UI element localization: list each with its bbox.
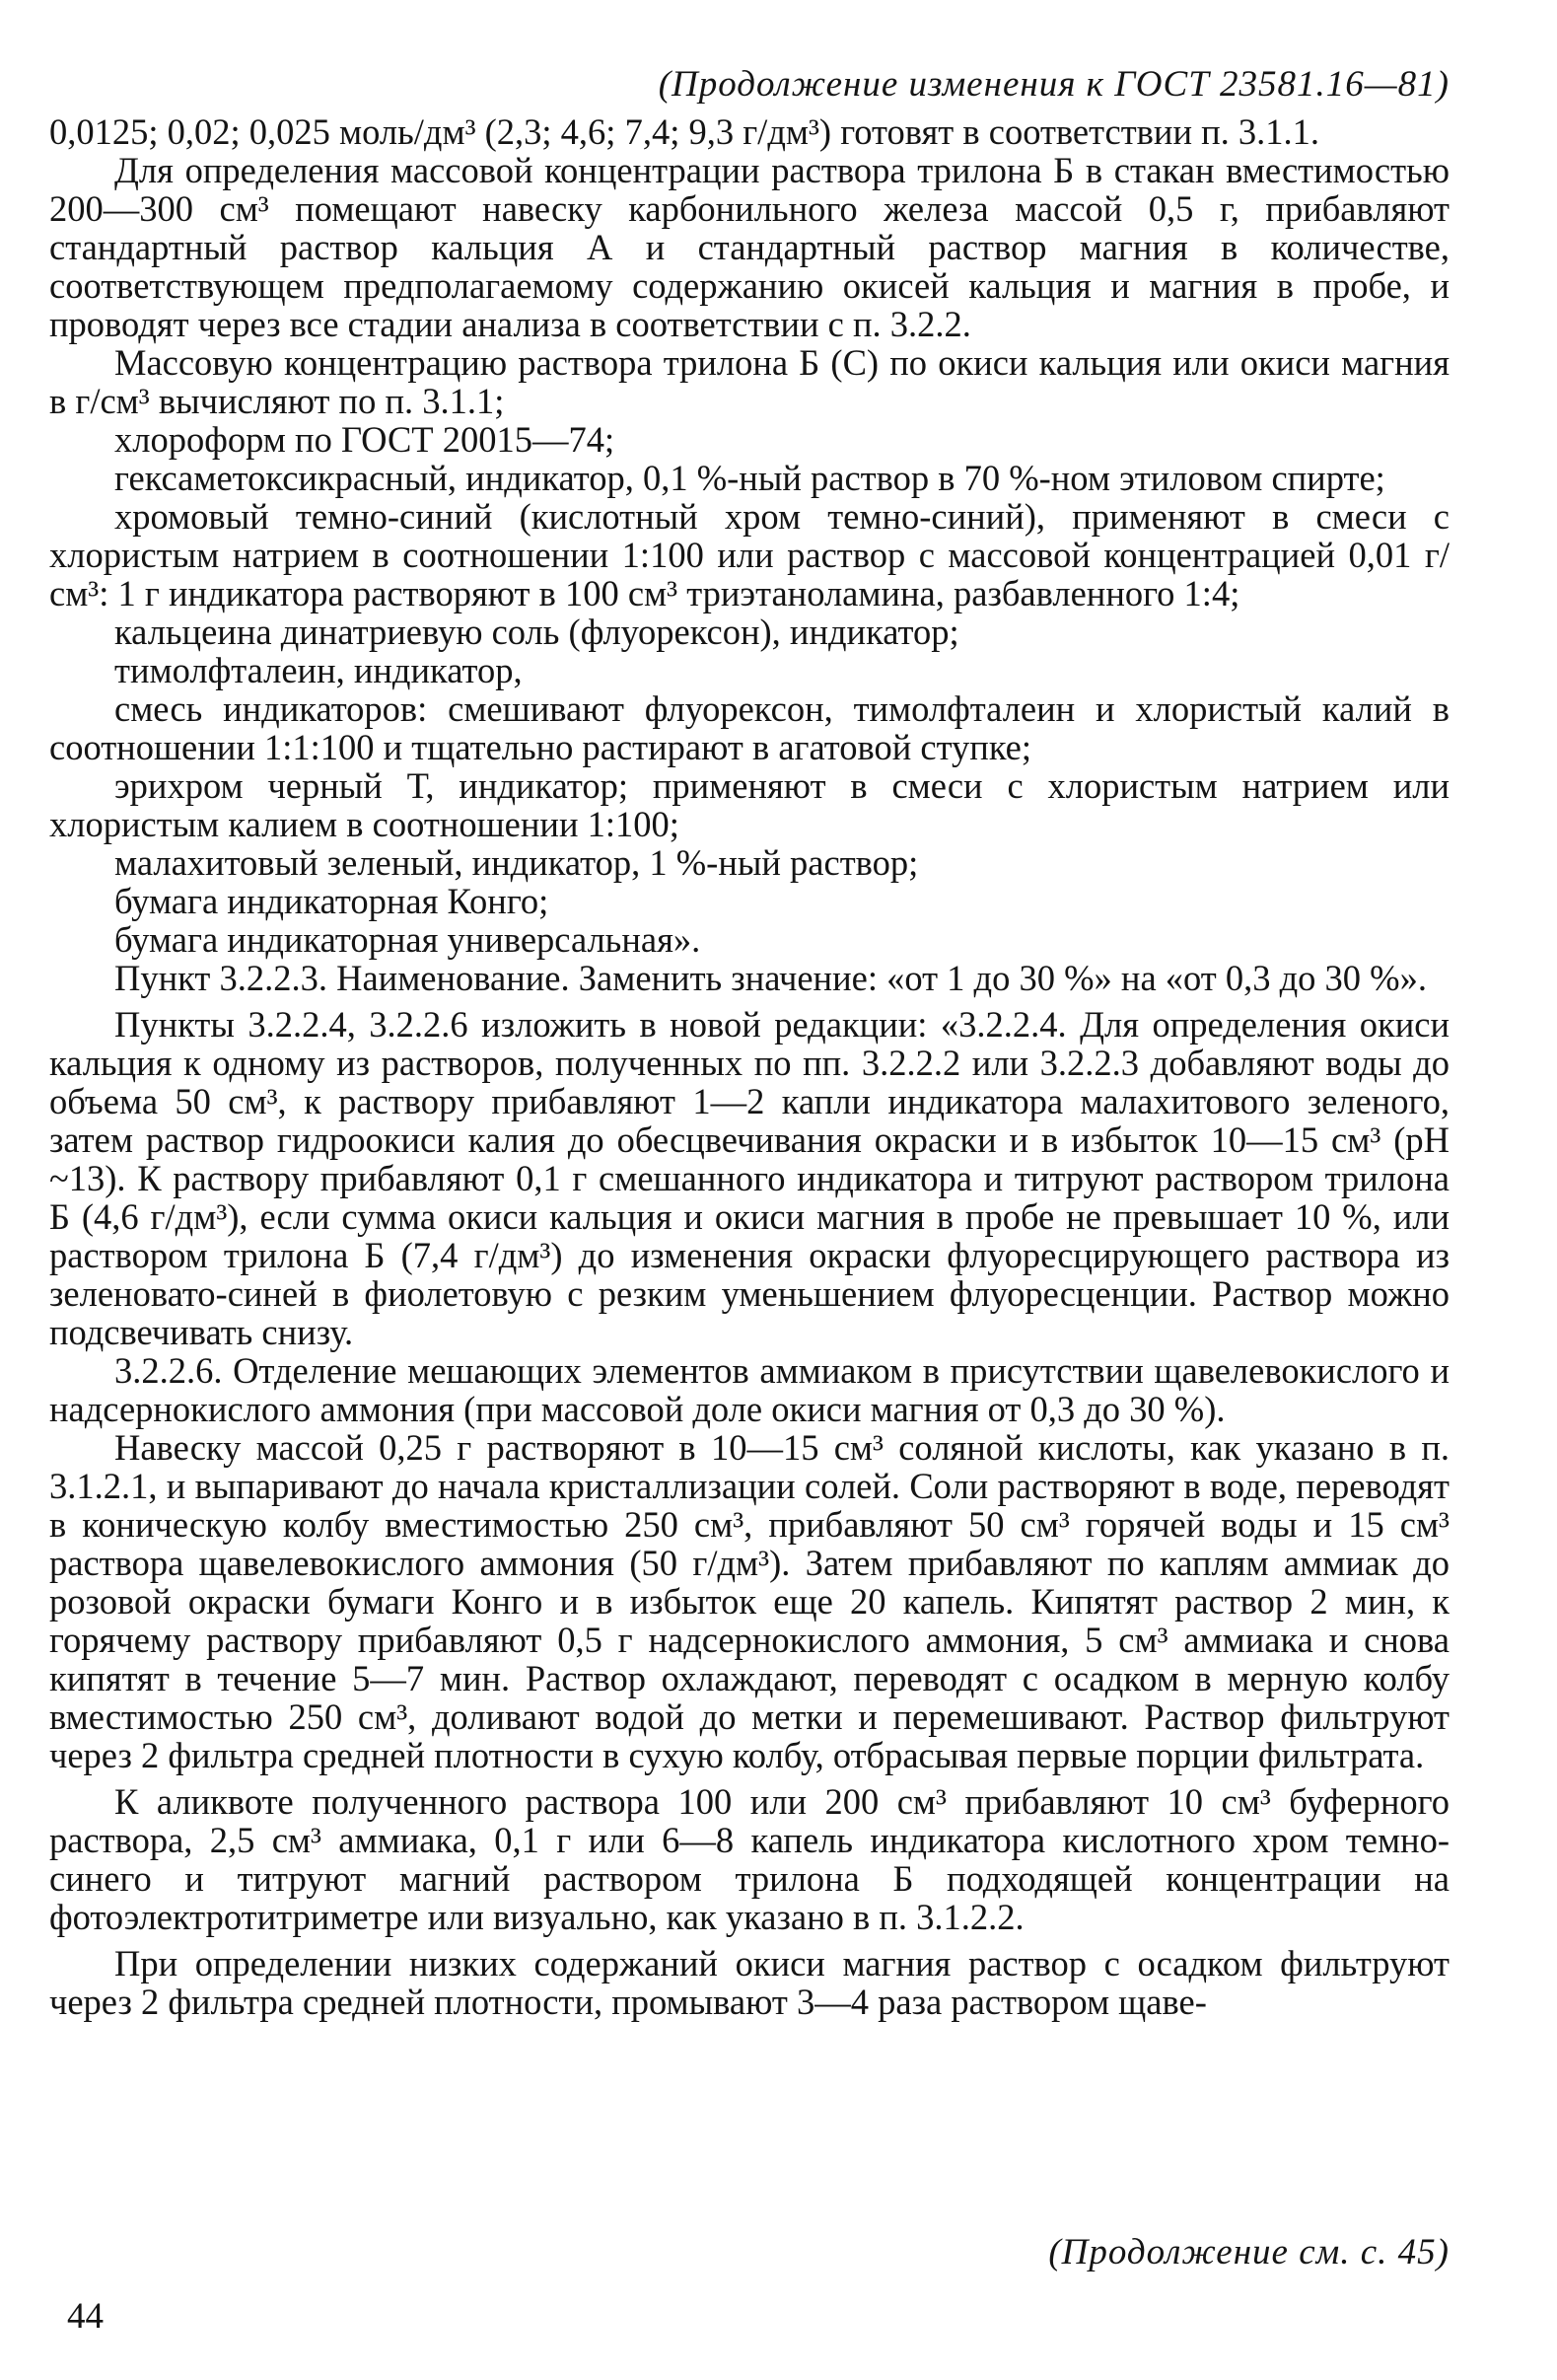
paragraph-mass-concentration: Массовую концентрацию раствора трилона Б (С) по окиси кальция или окиси магния в г/см³ вычисляют по п. 3.1.1; — [49, 342, 1450, 421]
paragraph-chrome-dark-blue: хромовый темно-синий (кислотный хром темно-синий), применяют в смеси с хлористым натрием в соотношении 1:100 или раствор с массовой концентрацией 0,01 г/см³: 1 г индикатора растворяют в 100 см³ триэтаноламина, разбавленного 1:4; — [49, 496, 1450, 613]
paragraph-3-2-2-6-heading: 3.2.2.6. Отделение мешающих элементов аммиаком в присутствии щавелевокислого и надсернокислого аммония (при массовой доле окиси магния от 0,3 до 30 %). — [49, 1350, 1450, 1429]
paragraph-aliquot: К аликвоте полученного раствора 100 или 200 см³ прибавляют 10 см³ буферного раствора, 2,5 см³ аммиака, 0,1 г или 6—8 капель индикатора кислотного хром темно-синего и титруют магний раствором трилона Б подходящей концентрации на фотоэлектротитриметре или визуально, как указано в п. 3.1.2.2. — [49, 1781, 1450, 1937]
paragraph-item-3-2-2-3: Пункт 3.2.2.3. Наименование. Заменить значение: «от 1 до 30 %» на «от 0,3 до 30 %». — [114, 958, 1427, 998]
document-page — [49, 61, 1450, 2021]
paragraph-concentrations: 0,0125; 0,02; 0,025 моль/дм³ (2,3; 4,6; 7,4; 9,3 г/дм³) готовят в соответствии п. 3.1.1. — [49, 111, 1320, 152]
paragraph-chloroform: хлороформ по ГОСТ 20015—74; — [114, 419, 615, 460]
page-number: 44 — [67, 2296, 104, 2337]
paragraph-universal-paper: бумага индикаторная универсальная». — [114, 919, 701, 960]
paragraph-items-3-2-2-4: Пункты 3.2.2.4, 3.2.2.6 изложить в новой редакции: «3.2.2.4. Для определения окиси кальция к одному из растворов, полученных по пп. 3.2.2.2 или 3.2.2.3 добавляют воды до объема 50 см³, к раствору прибавляют 1—2 капли индикатора малахитового зеленого, затем раствор гидроокиси калия до обесцвечивания окраски и в избыток 10—15 см³ (pH ~13). К раствору прибавляют 0,1 г смешанного индикатора и титруют раствором трилона Б (4,6 г/дм³), если сумма окиси кальция и окиси магния в пробе не превышает 10 %, или раствором трилона Б (7,4 г/дм³) до изменения окраски флуоресцирующего раствора из зеленовато-синей в фиолетовую с резким уменьшением флуоресценции. Раствор можно подсвечивать снизу. — [49, 1004, 1450, 1352]
paragraph-hexamethoxy-red: гексаметоксикрасный, индикатор, 0,1 %-ный раствор в 70 %-ном этиловом спирте; — [114, 458, 1385, 498]
paragraph-trilon-determination: Для определения массовой концентрации раствора трилона Б в стакан вместимостью 200—300 см³ помещают навеску карбонильного железа массой 0,5 г, прибавляют стандартный раствор кальция А и стандартный раствор магния в количестве, соответствующем предполагаемому содержанию окисей кальция и магния в пробе, и проводят через все стадии анализа в соответствии с п. 3.2.2. — [49, 150, 1450, 344]
paragraph-congo-paper: бумага индикаторная Конго; — [114, 881, 549, 921]
continuation-footer: (Продолжение см. с. 45) — [1048, 2232, 1450, 2272]
paragraph-eriochrome: эрихром черный Т, индикатор; применяют в смеси с хлористым натрием или хлористым калием в соотношении 1:100; — [49, 765, 1450, 844]
paragraph-calcein: кальцеина динатриевую соль (флуорексон), индикатор; — [114, 612, 959, 652]
paragraph-thymolphthalein: тимолфталеин, индикатор, — [114, 650, 523, 690]
paragraph-sample-procedure: Навеску массой 0,25 г растворяют в 10—15 см³ соляной кислоты, как указано в п. 3.1.2.1, и выпаривают до начала кристаллизации солей. Соли растворяют в воде, переводят в коническую колбу вместимостью 250 см³, прибавляют 50 см³ горячей воды и 15 см³ раствора щавелевокислого аммония (50 г/дм³). Затем прибавляют по каплям аммиак до розовой окраски бумаги Конго и в избыток еще 20 капель. Кипятят раствор 2 мин, к горячему раствору прибавляют 0,5 г надсернокислого аммония, 5 см³ аммиака и снова кипятят в течение 5—7 мин. Раствор охлаждают, переводят с осадком в мерную колбу вместимостью 250 см³, доливают водой до метки и перемешивают. Раствор фильтруют через 2 фильтра средней плотности в сухую колбу, отбрасывая первые порции фильтрата. — [49, 1427, 1450, 1775]
paragraph-indicator-mix: смесь индикаторов: смешивают флуорексон, тимолфталеин и хлористый калий в соотношении 1:1:100 и тщательно растирают в агатовой ступке; — [49, 688, 1450, 767]
paragraph-low-content: При определении низких содержаний окиси магния раствор с осадком фильтруют через 2 фильтра средней плотности, промывают 3—4 раза раствором щаве- — [49, 1943, 1450, 2022]
paragraph-malachite-green: малахитовый зеленый, индикатор, 1 %-ный раствор; — [114, 842, 919, 883]
continuation-header: (Продолжение изменения к ГОСТ 23581.16—81) — [658, 64, 1450, 105]
